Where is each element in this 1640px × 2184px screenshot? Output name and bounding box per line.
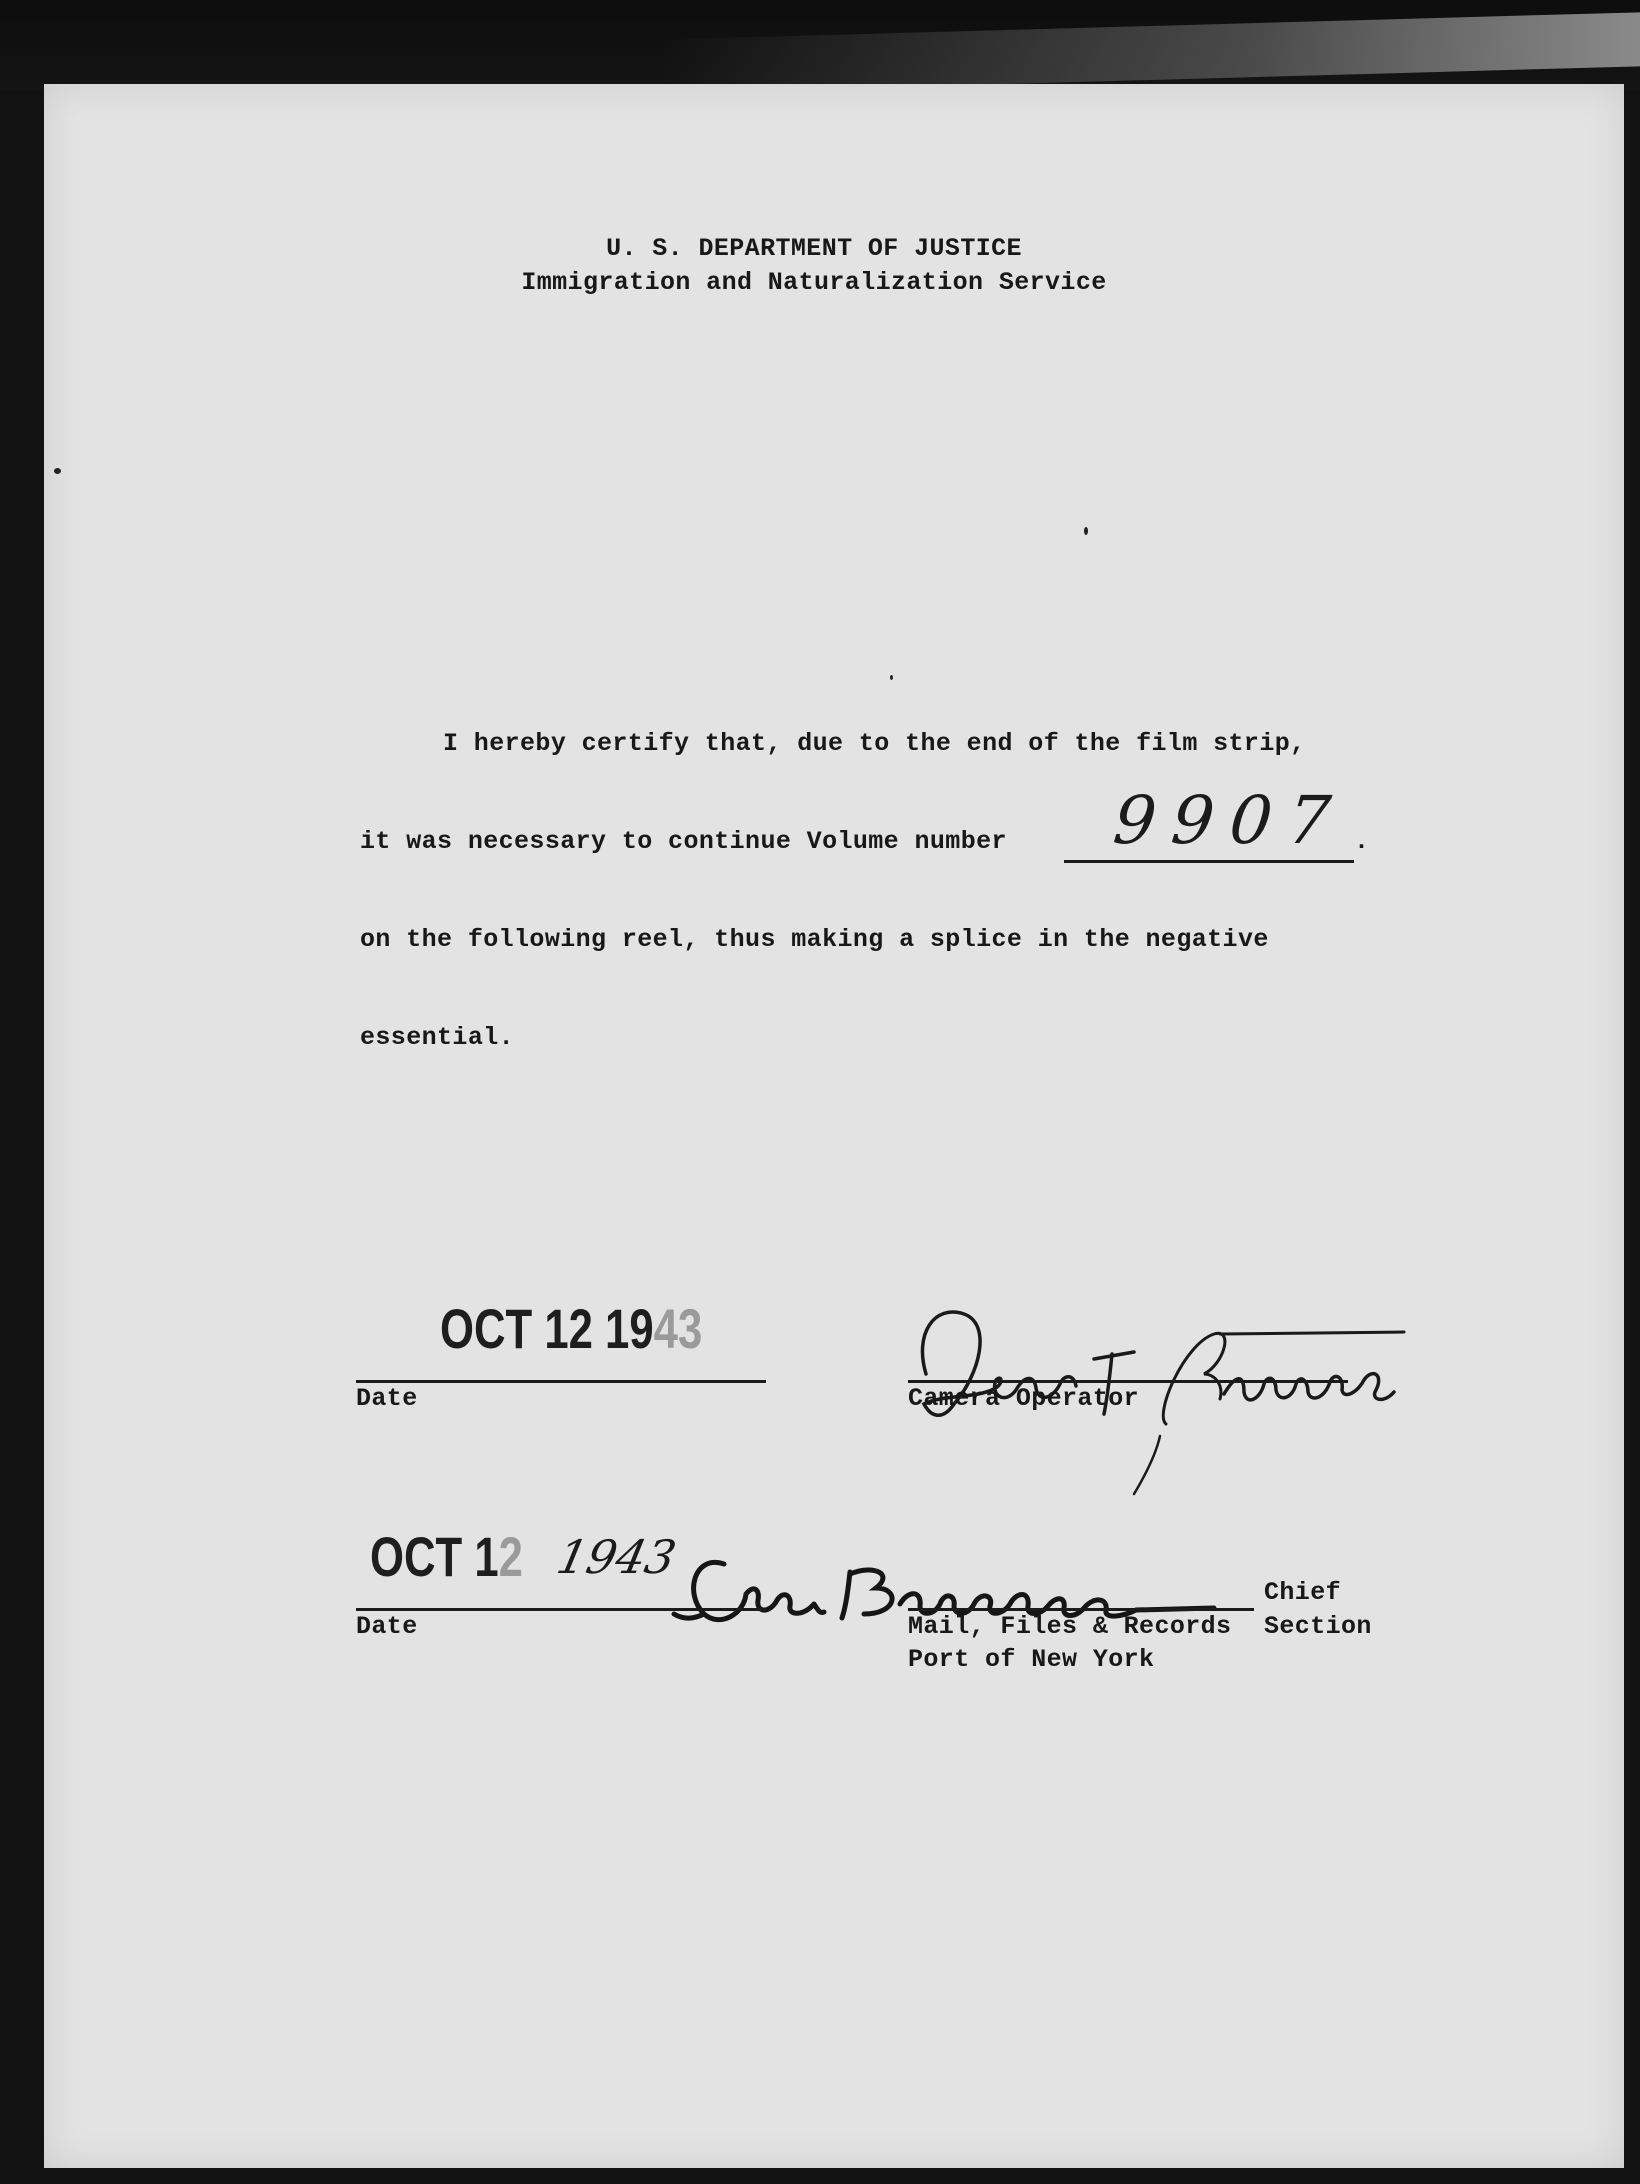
- mail-files-records-label: Mail, Files & Records: [908, 1612, 1232, 1641]
- certify-line-2: [360, 827, 1007, 856]
- header-department: U. S. DEPARTMENT OF JUSTICE: [606, 234, 1022, 263]
- section-label: Section: [1264, 1612, 1372, 1641]
- camera-date-line: [356, 1380, 766, 1383]
- certify-line-4: essential.: [360, 1023, 515, 1052]
- camera-date-label: Date: [356, 1384, 418, 1413]
- certify-line-2-period: .: [1354, 827, 1370, 856]
- volume-number-line: [1064, 860, 1354, 863]
- camera-operator-line: [908, 1380, 1348, 1383]
- date-handwritten-chief: 1943: [552, 1530, 681, 1584]
- scan-speck: [1084, 527, 1088, 535]
- date-stamp-chief-main: OCT 1: [370, 1525, 499, 1588]
- date-stamp-camera: [440, 1296, 702, 1361]
- header-service: Immigration and Naturalization Service: [521, 268, 1107, 297]
- date-stamp-camera-main: OCT 12 19: [440, 1297, 654, 1360]
- date-stamp-chief-faded: 2: [498, 1525, 523, 1588]
- chief-title-label: Chief: [1264, 1578, 1342, 1607]
- scan-speck: [890, 675, 893, 680]
- volume-number: 9907: [1109, 782, 1351, 859]
- chief-signature-line: [908, 1608, 1254, 1611]
- date-stamp-chief: [370, 1524, 523, 1589]
- document-page: [44, 84, 1624, 2168]
- certify-line-3: on the following reel, thus making a splice in the negative: [360, 925, 1269, 954]
- certify-line-2-text: it was necessary to continue Volume number: [360, 827, 1007, 856]
- date-stamp-camera-faded: 43: [653, 1297, 703, 1360]
- port-of-new-york-label: Port of New York: [908, 1645, 1155, 1674]
- camera-operator-label: Camera Operator: [908, 1384, 1140, 1413]
- chief-date-line: [356, 1608, 766, 1611]
- certify-line-1: I hereby certify that, due to the end of the film strip,: [443, 729, 1306, 758]
- chief-date-label: Date: [356, 1612, 418, 1641]
- scan-speck: [54, 468, 61, 474]
